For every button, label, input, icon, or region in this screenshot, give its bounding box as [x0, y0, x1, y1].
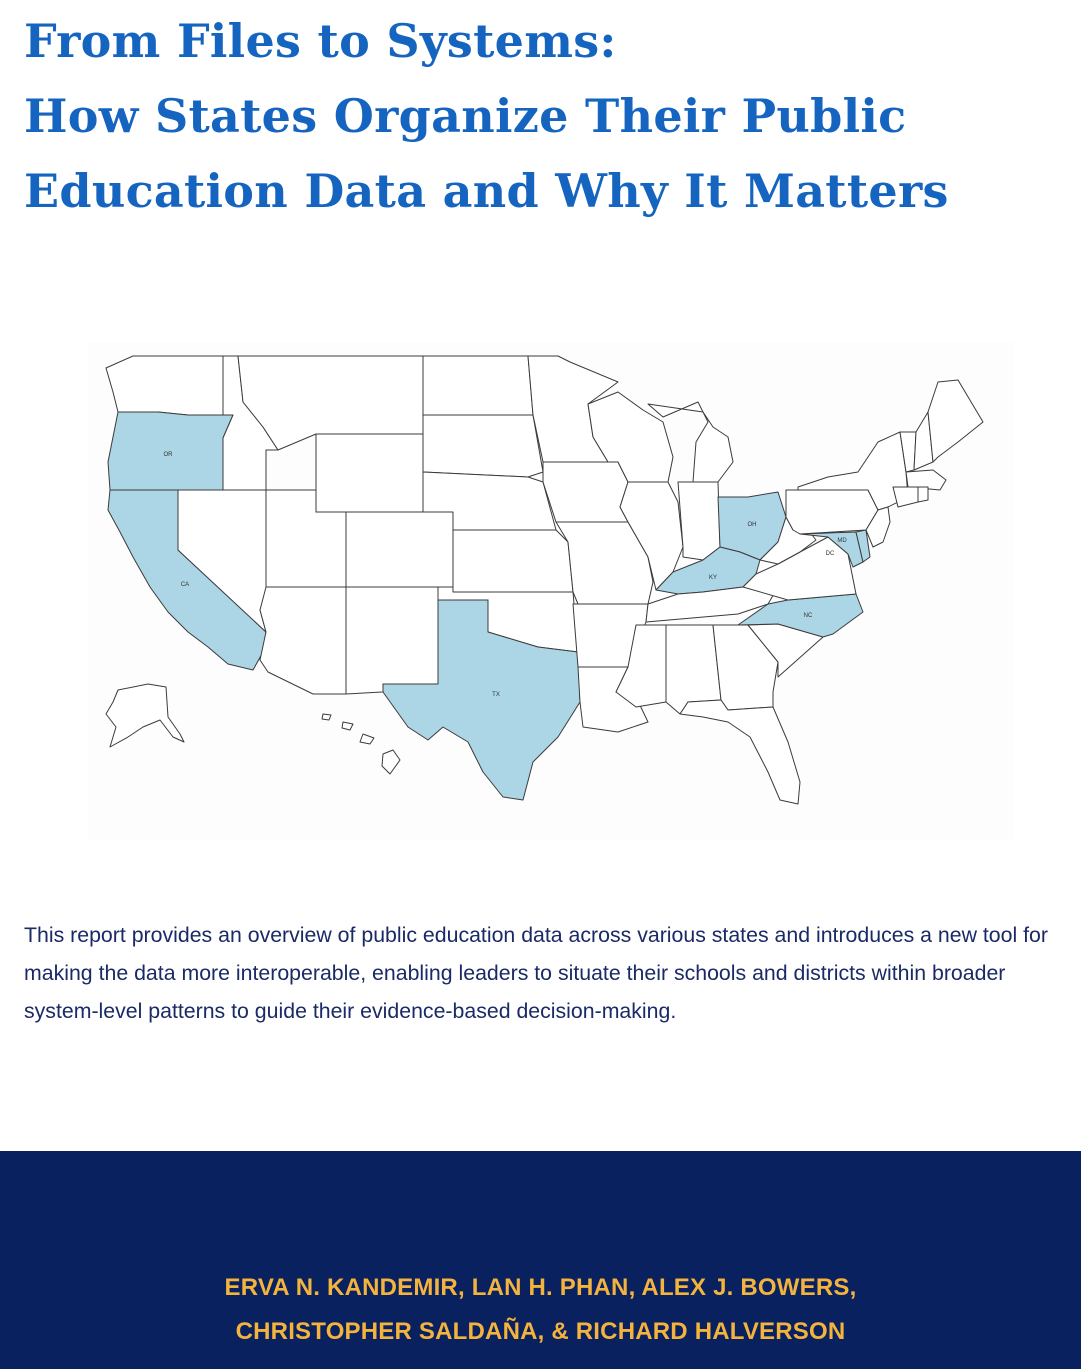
state-nm [346, 587, 438, 694]
state-ri [918, 487, 928, 502]
author-list [0, 1266, 1081, 1354]
state-nd [423, 356, 533, 415]
state-az [260, 587, 346, 694]
label-tx: TX [492, 692, 500, 698]
us-map-svg [88, 342, 1013, 840]
report-summary: This report provides an overview of public education data across various states and introduces a new tool for making the data more interoperable, enabling leaders to situate their schools and districts within broader system-level patterns to guide their evidence-based decision-making. [24, 923, 1048, 1023]
state-wy [316, 434, 423, 512]
label-dc: DC [825, 551, 835, 557]
us-states-map [88, 342, 1013, 840]
state-hi-2 [360, 734, 374, 744]
state-in [678, 482, 720, 560]
label-nc: NC [803, 613, 813, 619]
state-co [346, 512, 453, 587]
label-ca: CA [180, 582, 190, 588]
state-ks [453, 530, 573, 592]
state-sd [423, 415, 543, 477]
authors-line-2: CHRISTOPHER SALDAÑA, & RICHARD HALVERSON [235, 1318, 846, 1345]
state-hi-4 [322, 714, 331, 720]
state-me [928, 380, 983, 462]
state-ia [543, 462, 628, 522]
label-or: OR [163, 452, 173, 458]
state-hi-3 [342, 722, 353, 730]
title-line-2: How States Organize Their Public [24, 89, 907, 143]
state-pa [786, 490, 878, 534]
title-line-1: From Files to Systems: [24, 14, 617, 68]
label-md: MD [837, 538, 847, 544]
state-fl [680, 700, 800, 804]
state-ak [106, 684, 184, 747]
label-ky: KY [708, 575, 718, 581]
state-or [108, 412, 233, 490]
label-oh: OH [747, 522, 757, 528]
report-title [24, 4, 1064, 229]
authors-line-1: ERVA N. KANDEMIR, LAN H. PHAN, ALEX J. BOWERS, [224, 1274, 857, 1301]
title-line-3: Education Data and Why It Matters [24, 164, 949, 218]
state-hi-1 [382, 750, 400, 774]
state-wa [106, 356, 223, 415]
state-ct [893, 487, 918, 507]
